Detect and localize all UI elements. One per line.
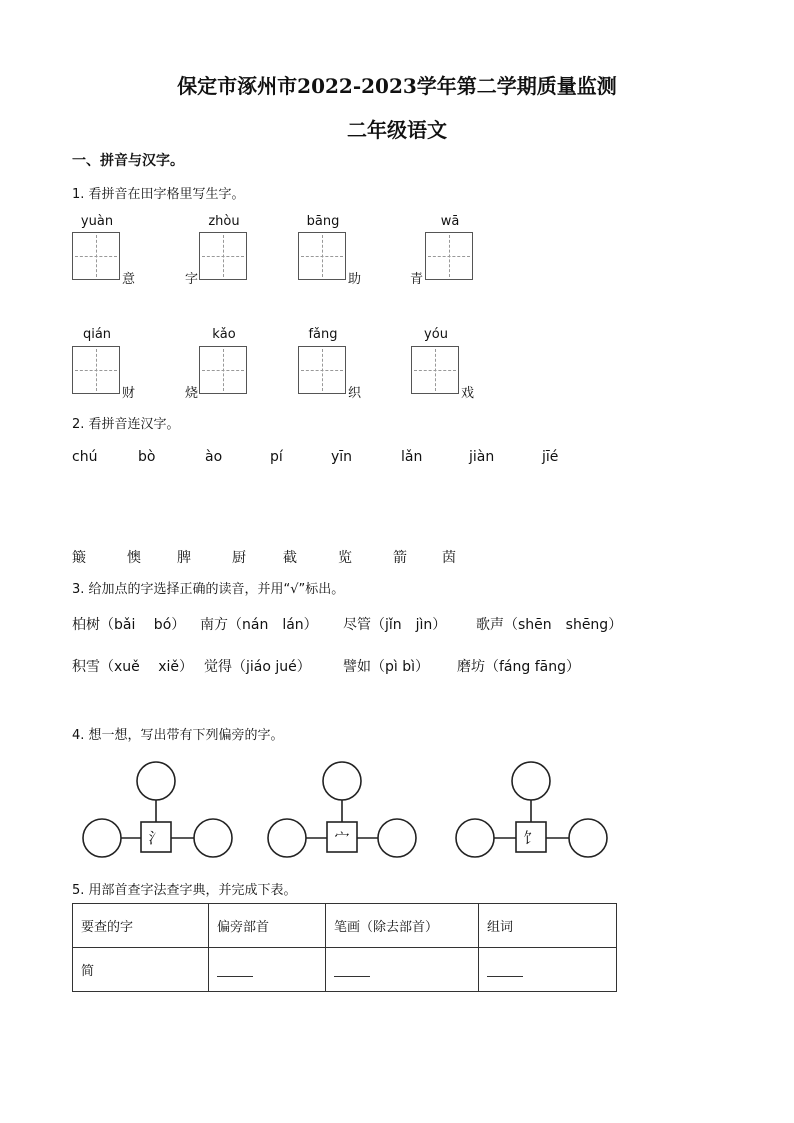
dictionary-table (72, 903, 617, 992)
pinyin-label: yuàn (80, 214, 114, 229)
reading-choice[interactable]: 歌声（shēn shēng） (476, 617, 623, 633)
pinyin-label: bāng (306, 214, 340, 229)
question-2-prompt: 2. 看拼音连汉字。 (72, 417, 180, 432)
pinyin-option[interactable]: pí (270, 449, 283, 465)
pinyin-label: fǎng (308, 327, 338, 342)
reading-choice[interactable]: 觉得（jiáo jué） (204, 659, 311, 675)
question-1-prompt: 1. 看拼音在田字格里写生字。 (72, 187, 245, 202)
answer-circle[interactable] (512, 762, 550, 800)
answer-blank[interactable] (217, 962, 253, 977)
reading-choice[interactable]: 南方（nán lán） (200, 617, 318, 633)
radical-glyph: 氵 (148, 829, 164, 847)
preceding-char: 青 (410, 272, 424, 287)
answer-circle[interactable] (83, 819, 121, 857)
pinyin-option[interactable]: ào (205, 449, 223, 465)
pinyin-label: zhòu (208, 214, 240, 229)
answer-blank[interactable] (334, 962, 370, 977)
reading-choice[interactable]: 磨坊（fáng fāng） (457, 659, 580, 675)
table-header-row (73, 904, 617, 948)
following-char: 意 (122, 272, 136, 287)
reading-choice[interactable]: 积雪（xuě xiě） (72, 659, 194, 675)
page-subtitle: 二年级语文 (347, 118, 447, 142)
pinyin-label: kǎo (212, 327, 236, 342)
pinyin-label: yóu (424, 327, 448, 342)
answer-circle[interactable] (569, 819, 607, 857)
reading-choice[interactable]: 譬如（pì bì） (343, 659, 430, 675)
pinyin-option[interactable]: bò (138, 449, 156, 465)
table-header-cell: 笔画（除去部首） (326, 904, 479, 948)
question-4-prompt: 4. 想一想，写出带有下列偏旁的字。 (72, 728, 284, 743)
pinyin-label: wā (440, 214, 460, 229)
pinyin-option[interactable]: jīé (542, 449, 559, 465)
answer-circle[interactable] (137, 762, 175, 800)
char-option[interactable]: 览 (338, 550, 352, 566)
radical-glyph: 饣 (523, 829, 539, 847)
char-option[interactable]: 脾 (177, 550, 191, 566)
answer-circle[interactable] (268, 819, 306, 857)
pinyin-option[interactable]: lǎn (401, 449, 423, 465)
table-row (73, 948, 617, 992)
pinyin-label: qián (82, 327, 112, 342)
page-title: 保定市涿州市2022-2023学年第二学期质量监测 (177, 74, 617, 98)
reading-choice[interactable]: 柏树（bǎi bó） (72, 617, 186, 633)
answer-circle[interactable] (456, 819, 494, 857)
following-char: 织 (348, 386, 362, 401)
table-header-cell: 偏旁部首 (209, 904, 326, 948)
char-option[interactable]: 懊 (127, 550, 141, 566)
section-heading: 一、拼音与汉字。 (72, 153, 184, 169)
following-char: 戏 (461, 386, 475, 401)
pinyin-option[interactable]: chú (72, 449, 98, 465)
char-option[interactable]: 厨 (232, 550, 246, 566)
pinyin-option[interactable]: yīn (331, 449, 353, 465)
question-5-prompt: 5. 用部首查字法查字典，并完成下表。 (72, 883, 297, 898)
following-char: 财 (122, 386, 136, 401)
char-option[interactable]: 箭 (393, 550, 407, 566)
answer-circle[interactable] (378, 819, 416, 857)
table-cell-word[interactable] (479, 948, 617, 992)
pinyin-option[interactable]: jiàn (469, 449, 495, 465)
question-3-prompt: 3. 给加点的字选择正确的读音，并用“√”标出。 (72, 582, 345, 597)
radical-glyph: 宀 (334, 829, 350, 847)
char-option[interactable]: 截 (283, 550, 297, 566)
answer-blank[interactable] (487, 962, 523, 977)
table-cell-char: 简 (73, 948, 209, 992)
preceding-char: 字 (185, 272, 199, 287)
following-char: 助 (348, 272, 362, 287)
table-header-cell: 组词 (479, 904, 617, 948)
table-cell-strokes[interactable] (326, 948, 479, 992)
answer-circle[interactable] (323, 762, 361, 800)
preceding-char: 烧 (185, 386, 199, 401)
table-header-cell: 要查的字 (73, 904, 209, 948)
char-option[interactable]: 簸 (72, 550, 86, 566)
table-cell-radical[interactable] (209, 948, 326, 992)
answer-circle[interactable] (194, 819, 232, 857)
char-option[interactable]: 茵 (442, 550, 456, 566)
reading-choice[interactable]: 尽管（jǐn jìn） (343, 617, 447, 633)
